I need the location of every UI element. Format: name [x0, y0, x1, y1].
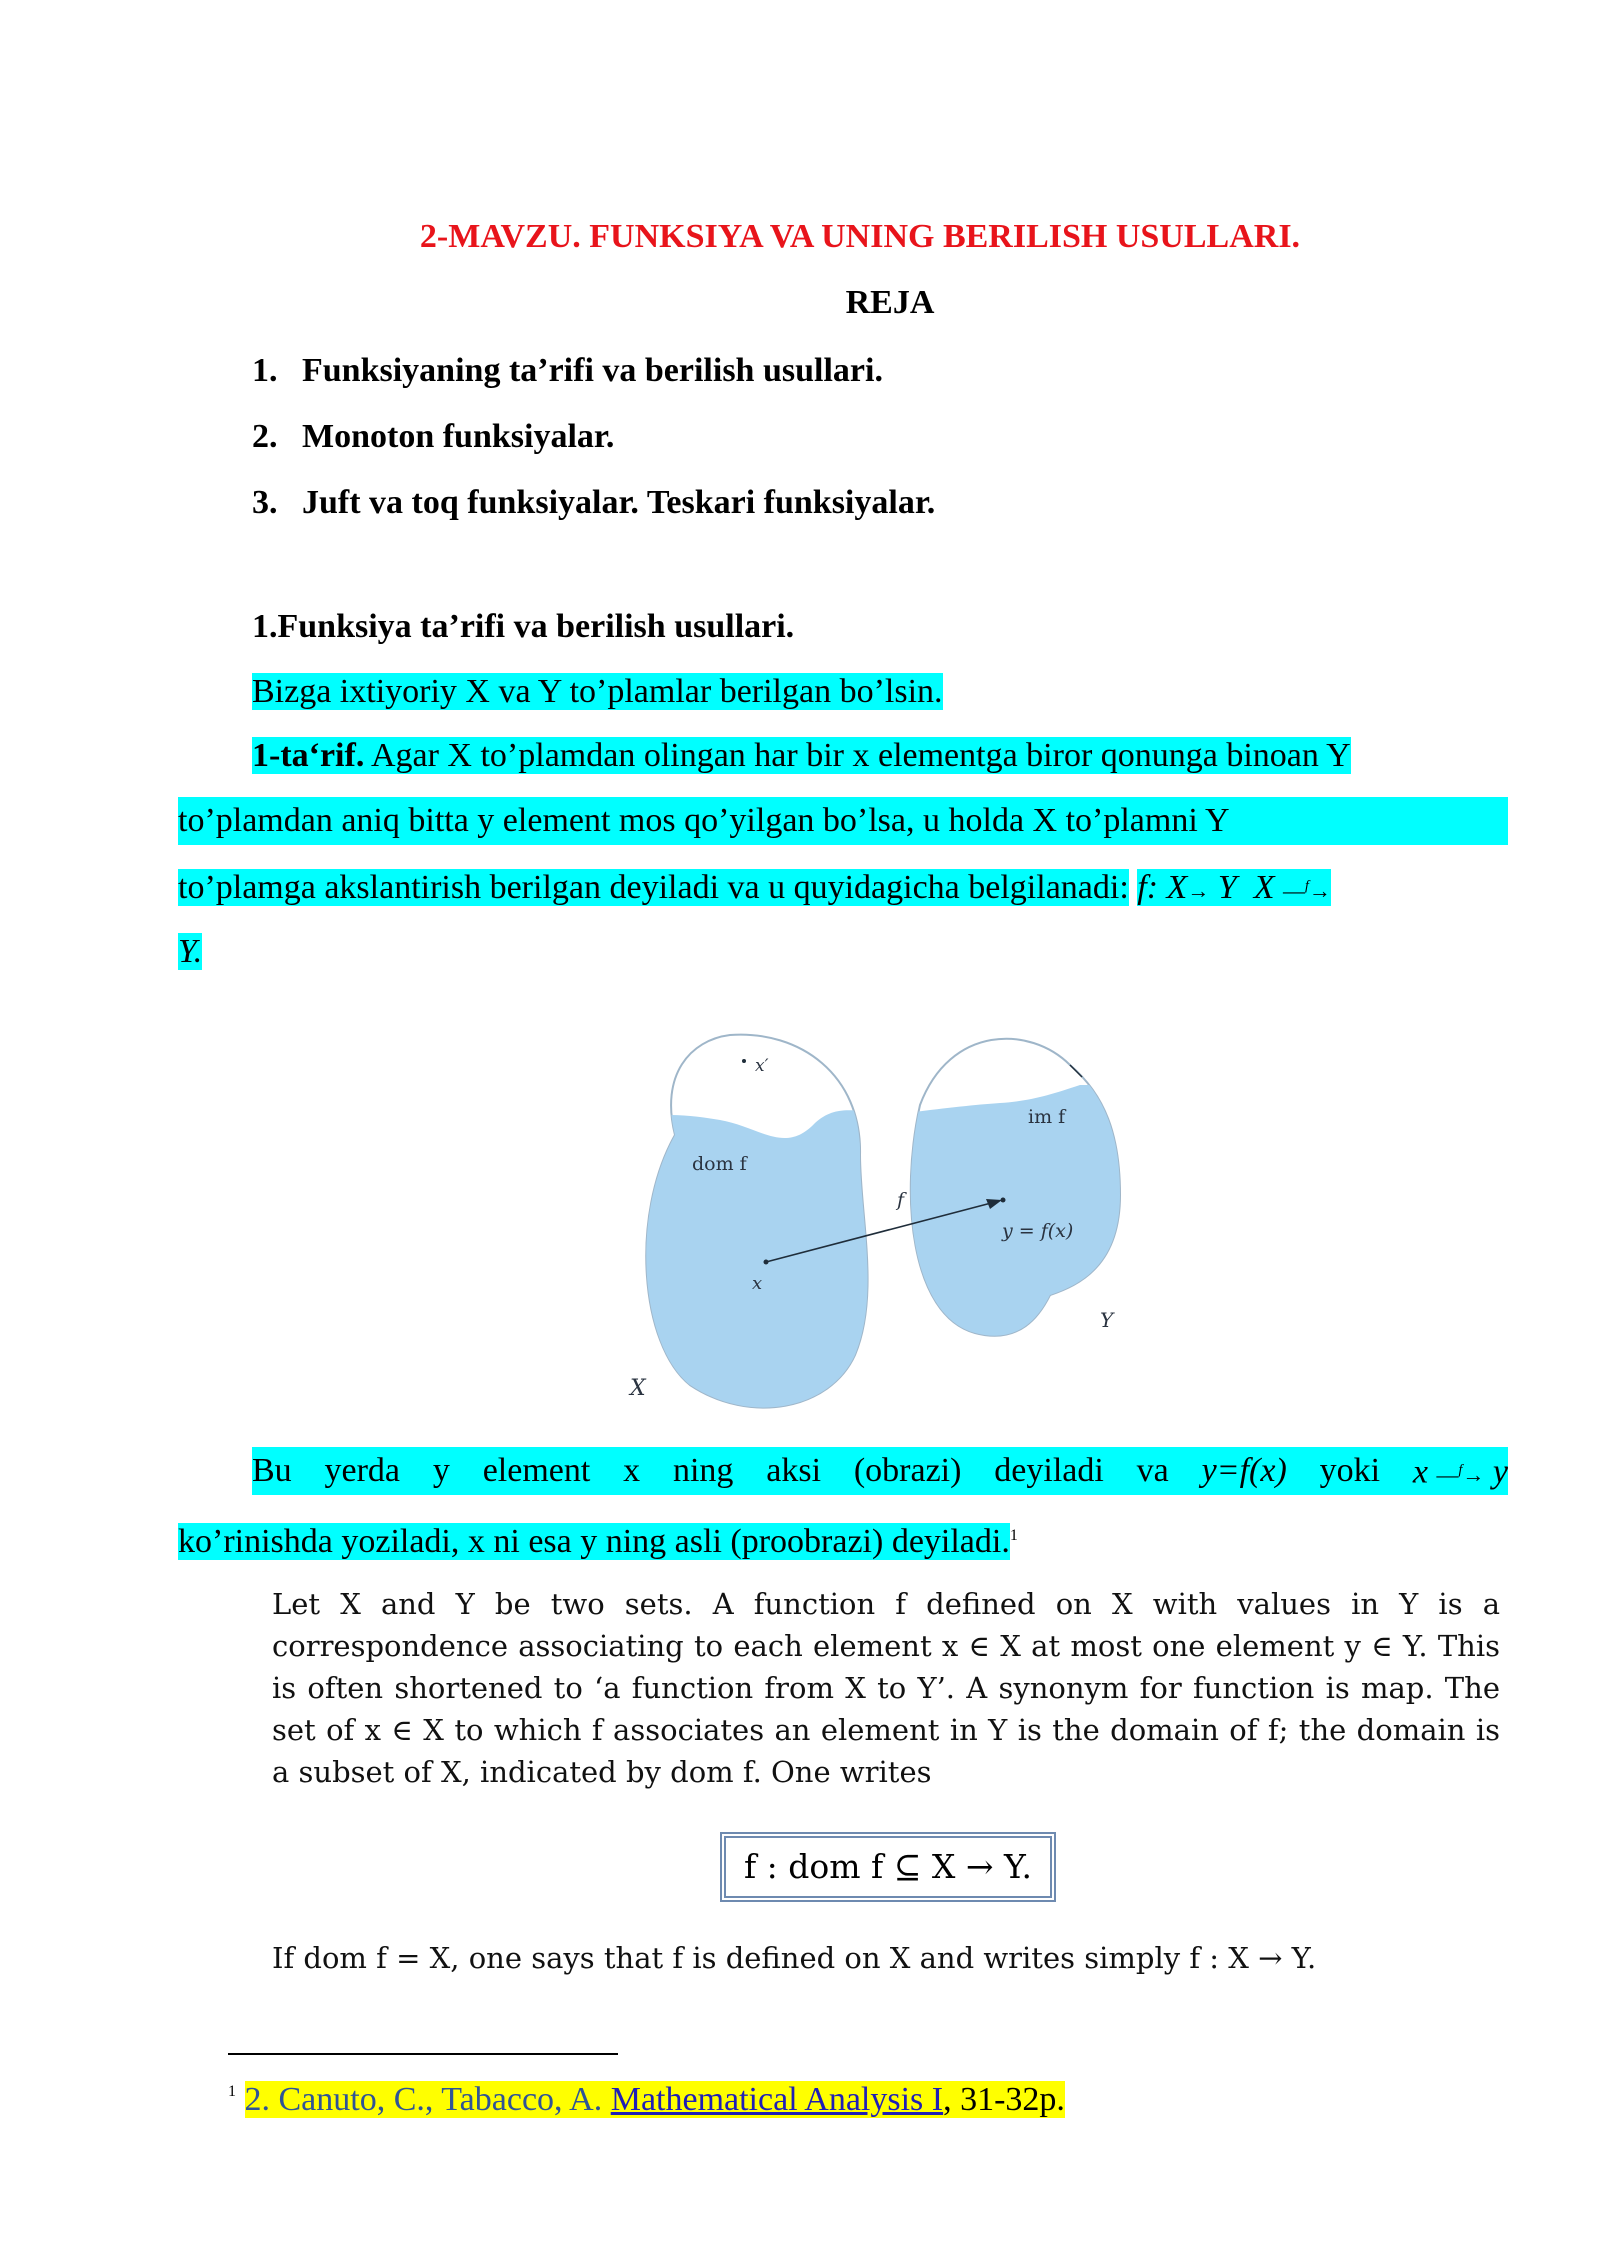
f-arrow-label: f [897, 1189, 905, 1211]
x-point-label: x [752, 1273, 763, 1294]
footnote [228, 2068, 1065, 2124]
textbook-quote-p1: Let X and Y be two sets. A function f defined on X with values in Y is a correspondence associating to each element x ∈ X at most one element y ∈ Y. This is often shortened to ‘a function from X to Y’. A synonym for function is map. The set of x ∈ X to which f associates an element in Y is the domain of f; the domain is a subset of X, indicated by dom f. One writes [272, 1587, 1500, 1789]
plan-item [252, 410, 935, 476]
plan-item-number: 2. [252, 418, 278, 455]
im-label: im f [1028, 1106, 1066, 1128]
plan-item [252, 476, 935, 542]
dom-label: dom f [692, 1153, 747, 1175]
book-link[interactable]: Mathematical Analysis I [610, 2081, 944, 2118]
mapping-notation: f: X→ Y X ―$^f$→ [1137, 869, 1331, 907]
note-line-2 [178, 1512, 1018, 1566]
set-x-label: X [630, 1376, 646, 1401]
page-title: 2-MAVZU. FUNKSIYA VA UNING BERILISH USULLARI. [419, 218, 1301, 255]
definition-text-2: to’plamdan aniq bitta y element mos qo’yilgan bo’lsa, u holda X to’plamni Y [178, 797, 1508, 845]
boxed-formula: f : dom f ⊆ X → Y. [720, 1832, 1056, 1902]
function-mapping-figure [600, 1015, 1200, 1415]
y-equals-label: y = f(x) [1002, 1220, 1074, 1242]
section-heading: 1.Funksiya ta’rifi va berilish usullari. [252, 608, 795, 645]
x-prime-label: x′ [755, 1056, 769, 1076]
definition-line-4 [178, 928, 202, 976]
definition-line-2 [178, 797, 1508, 845]
definition-line-1 [252, 732, 1351, 780]
plan-list [252, 344, 935, 542]
footnote-ref: 1 [1009, 1527, 1018, 1544]
definition-text-1: Agar X to’plamdan olingan har bir x elementga biror qonunga binoan Y [370, 737, 1351, 774]
footnote-separator [228, 2053, 618, 2055]
note-line-1-words: Bu yerda y element x ning aksi (obrazi) deyiladi va y=f(x) yoki x ―$^f$→ y [252, 1447, 1508, 1499]
footnote-mark: 1 [228, 2083, 236, 2100]
note-text-2: ko’rinishda yoziladi, x ni esa y ning asli (proobrazi) deyiladi. [178, 1523, 1010, 1561]
definition-text-3: to’plamga akslantirish berilgan deyiladi va u quyidagicha belgilanadi: [178, 869, 1129, 907]
intro-text: Bizga ixtiyoriy X va Y to’plamlar berilgan bo’lsin. [252, 673, 943, 710]
intro-paragraph [252, 668, 943, 716]
footnote-citation: 2. Canuto, C., Tabacco, A. Mathematical Analysis I, 31-32p. [244, 2081, 1065, 2118]
plan-item-text: Juft va toq funksiyalar. Teskari funksiyalar. [302, 484, 936, 521]
plan-item-number: 1. [252, 352, 278, 389]
footnote-pages: , 31-32p. [943, 2081, 1065, 2118]
textbook-quote-p2: If dom f = X, one says that f is defined on X and writes simply f : X → Y. [272, 1941, 1317, 1975]
plan-heading: REJA [845, 284, 935, 321]
plan-item-text: Funksiyaning ta’rifi va berilish usullari. [302, 352, 883, 389]
definition-text-4: Y. [178, 933, 203, 970]
mapping-arrow: x ―$^f$→ y [1412, 1453, 1508, 1491]
plan-item-number: 3. [252, 484, 278, 521]
set-y-label: Y [1100, 1308, 1114, 1332]
definition-label: 1-ta‘rif. [252, 737, 365, 774]
plan-item-text: Monoton funksiyalar. [302, 418, 615, 455]
plan-item [252, 344, 935, 410]
footnote-authors: Canuto, C., Tabacco, A. [278, 2081, 603, 2118]
note-line-1 [252, 1447, 1508, 1495]
definition-line-3 [178, 863, 1331, 915]
